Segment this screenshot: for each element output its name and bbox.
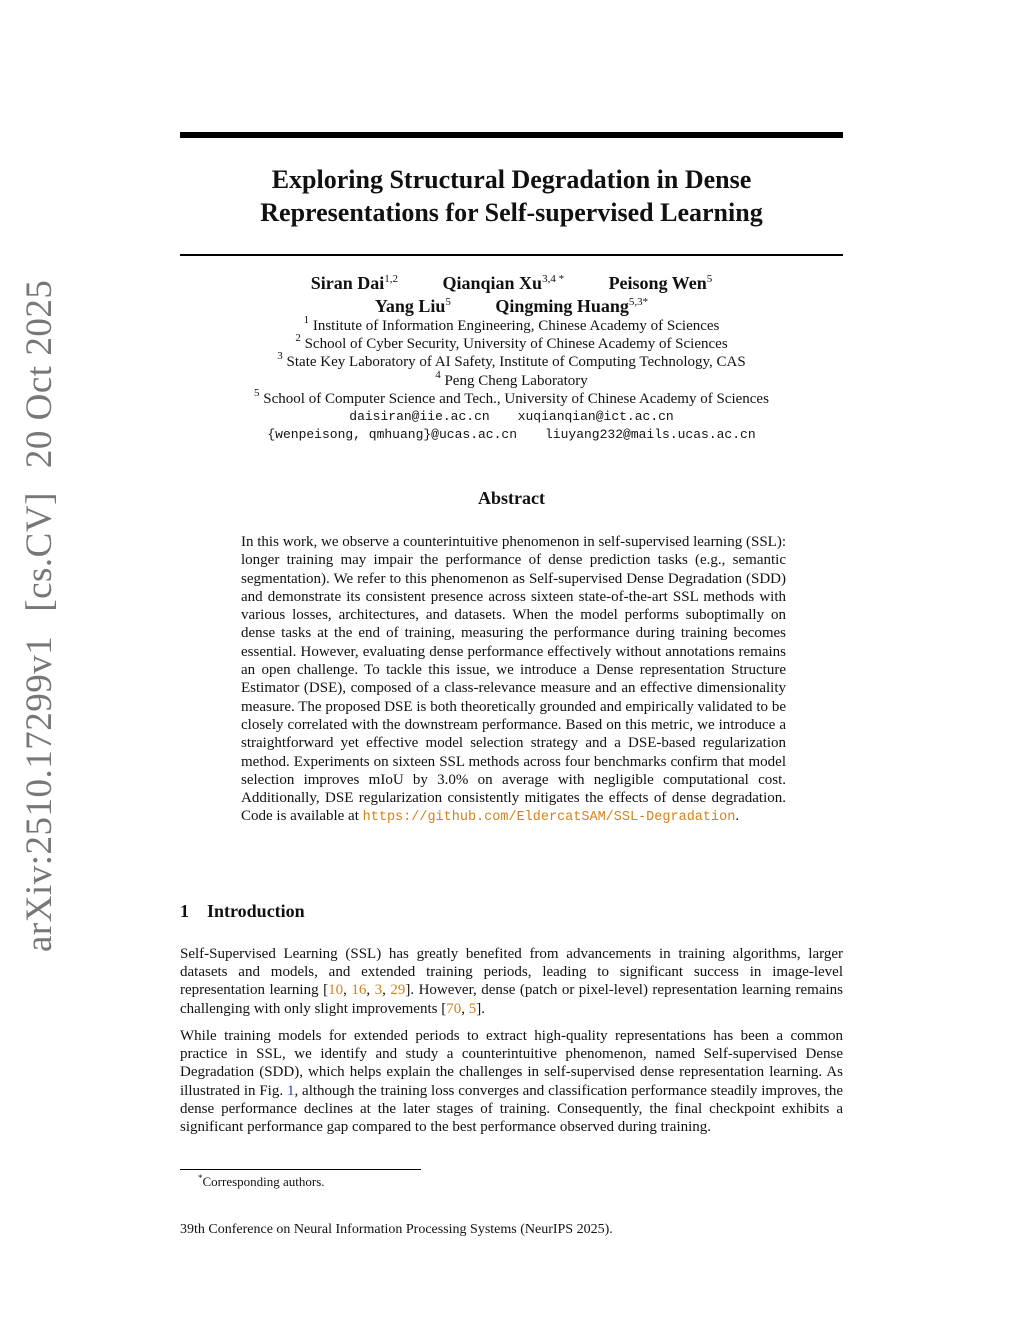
author: Yang Liu$^5$ xyxy=(374,296,451,316)
arxiv-id: arXiv:2510.17299v1 xyxy=(19,635,60,952)
citation-link[interactable]: 5 xyxy=(468,1000,477,1017)
arxiv-category: [cs.CV] xyxy=(19,492,60,612)
figure-ref-link[interactable]: 1 xyxy=(286,1082,295,1099)
arxiv-stamp xyxy=(18,256,61,952)
email[interactable]: xuqianqian@ict.ac.cn xyxy=(517,409,674,424)
intro-paragraph-2: While training models for extended periods to extract high-quality representations has been a common practice in SSL, we identify and study a counterintuitive phenomenon, named Self-supervised Dense Degradation (SDD), which helps explain the challenges in self-supervised dense representation learning. As illustrated in Fig. 1, although the training loss converges and classification performance steadily improves, the dense performance declines at the later stages of training. Consequently, the final checkpoint exhibits a significant performance gap compared to the best performance observed during training. xyxy=(180,1028,843,1136)
section-heading-introduction: 1 Introduction xyxy=(180,901,305,921)
paper-title xyxy=(180,163,843,229)
author: Qingming Huang$^{5,3*}$ xyxy=(495,296,649,316)
title-line-1: Exploring Structural Degradation in Dense xyxy=(271,165,752,194)
citation-link[interactable]: 16 xyxy=(351,982,367,999)
citation-link[interactable]: 70 xyxy=(446,1000,462,1017)
title-bottom-rule xyxy=(180,254,843,256)
abstract-body: In this work, we observe a counterintuitive phenomenon in self-supervised learning (SSL): longer training may impair the performance of dense prediction tasks (e.g., semantic segmentation). We refer to this phenomenon as Self-supervised Dense Degradation (SDD) and demonstrate its consistent presence across sixteen state-of-the-art SSL methods with various losses, architectures, and datasets. When the model performs suboptimally on dense tasks at the end of training, measuring the performance during training becomes essential. However, evaluating dense performance effectively without annotations remains an open challenge. To tackle this issue, we introduce a Dense representation Structure Estimator (DSE), composed of a class-relevance measure and an effective dimensionality measure. The proposed DSE is both theoretically grounded and empirically validated to be closely correlated with the downstream performance. Based on this metric, we introduce a straightforward yet effective model selection strategy and a DSE-based regularization method. Experiments on sixteen SSL methods across four benchmarks confirm that model selection improves mIoU by 3.0% on average with negligible computational cost. Additionally, DSE regularization consistently mitigates the effects of dense degradation. Code is available at https://github.com/EldercatSAM/SSL-Degradation. xyxy=(241,534,786,826)
email[interactable]: {wenpeisong, qmhuang}@ucas.ac.cn xyxy=(267,427,517,442)
citation-link[interactable]: 3 xyxy=(374,982,383,999)
footnote-rule xyxy=(180,1169,421,1170)
author: Qianqian $Xu^{3,4 *}$ xyxy=(442,273,565,293)
abstract-heading: Abstract xyxy=(478,488,545,508)
email[interactable]: liuyang232@mails.ucas.ac.cn xyxy=(545,427,756,442)
affiliation: $^1$ Institute of Information Engineering, Chinese Academy of Sciences xyxy=(303,314,720,334)
author: Siran Dai$^{1,2}$ xyxy=(310,273,399,293)
affiliation: $^2$ School of Cyber Security, University of Chinese Academy of Sciences xyxy=(295,332,728,353)
venue-footer: 39th Conference on Neural Information Processing Systems (NeurIPS 2025). xyxy=(180,1222,613,1237)
email-list xyxy=(180,408,843,444)
title-line-2: Representations for Self-supervised Learning xyxy=(260,198,763,227)
author-list xyxy=(180,272,843,318)
email[interactable]: daisiran@iie.ac.cn xyxy=(349,409,490,424)
footnote: *Corresponding authors. xyxy=(198,1173,325,1189)
affiliation-list xyxy=(180,314,843,408)
affiliation: $^5$ School of Computer Science and Tech., University of Chinese Academy of Sciences xyxy=(254,386,769,407)
affiliation: $^3$ State Key Laboratory of AI Safety, Institute of Computing Technology, CAS xyxy=(277,350,746,371)
code-link[interactable]: https://github.com/EldercatSAM/SSL-Degradation xyxy=(362,810,736,826)
intro-paragraph-1: Self-Supervised Learning (SSL) has greatly benefited from advancements in training algorithms, larger datasets and models, and extended training periods, leading to significant success in image-level representation learning [10, 16, 3, 29]. However, dense (patch or pixel-level) representation learning remains challenging with only slight improvements [70, 5]. xyxy=(180,946,844,1017)
affiliation: $^4$ Peng Cheng Laboratory xyxy=(435,368,588,389)
arxiv-date: 20 Oct 2025 xyxy=(19,279,60,469)
citation-link[interactable]: 29 xyxy=(390,982,406,999)
citation-link[interactable]: 10 xyxy=(328,982,344,999)
title-top-rule xyxy=(180,132,843,138)
author: Peisong Wen$^5$ xyxy=(608,273,713,293)
